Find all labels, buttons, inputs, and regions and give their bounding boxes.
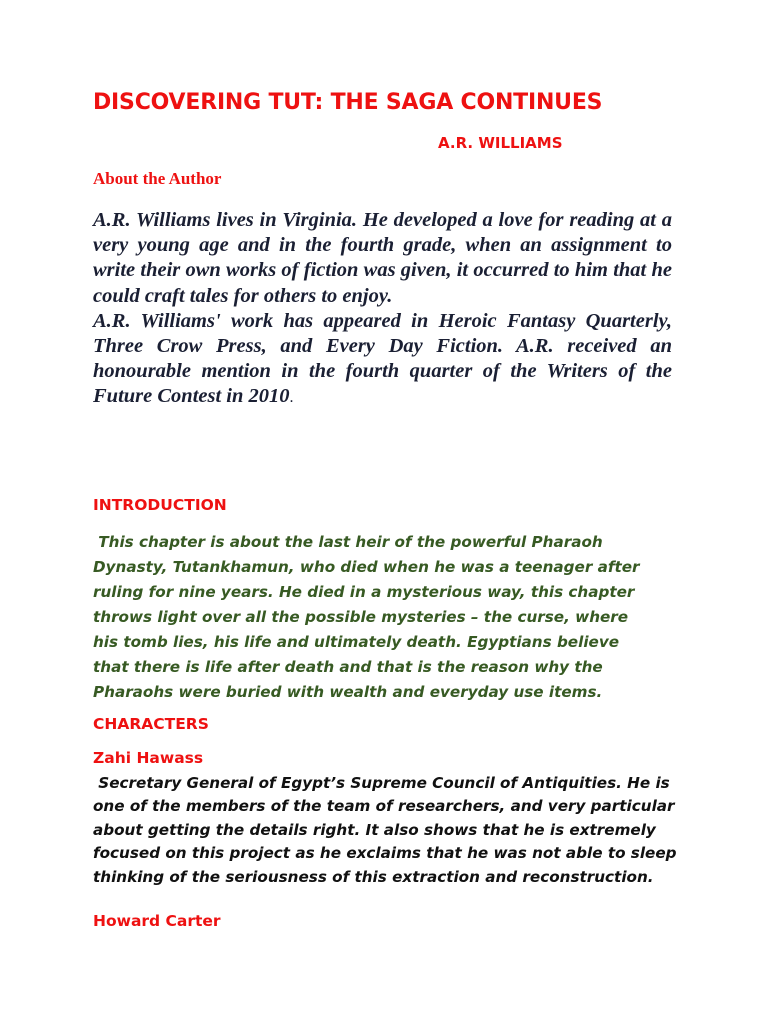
document-author: A.R. WILLIAMS — [438, 134, 563, 152]
about-paragraph-2-text: A.R. Williams' work has appeared in Heroic Fantasy Quarterly, Three Crow Press, and Every Day Fiction. A.R. received an honourable mention in the fourth quarter of the Writers of the Future Contest in 2010 — [93, 309, 672, 408]
about-paragraph-1: A.R. Williams lives in Virginia. He developed a love for reading at a very young age and in the fourth grade, when an assignment to write their own works of fiction was given, it occurred to him that he could craft tales for others to enjoy. — [93, 209, 672, 307]
document-title: DISCOVERING TUT: THE SAGA CONTINUES — [93, 90, 603, 115]
introduction-body — [93, 530, 653, 705]
character-name-howard-carter: Howard Carter — [93, 912, 221, 930]
about-author-body — [93, 208, 672, 411]
character-name-zahi-hawass: Zahi Hawass — [93, 749, 204, 767]
character-description-zahi-hawass — [93, 772, 683, 889]
introduction-heading: INTRODUCTION — [93, 496, 227, 514]
characters-heading: CHARACTERS — [93, 715, 209, 733]
introduction-text: This chapter is about the last heir of the powerful Pharaoh Dynasty, Tutankhamun, who died when he was a teenager after ruling for nine years. He died in a mysterious way, this chapter throws light over all the possible mysteries – the curse, where his tomb lies, his life and ultimately death. Egyptians believe that there is life after death and that is the reason why the Pharaohs were buried with wealth and everyday use items. — [93, 533, 640, 701]
about-paragraph-2 — [93, 309, 672, 411]
about-paragraph-2-end: . — [289, 389, 294, 407]
about-author-heading: About the Author — [93, 169, 222, 188]
character-description-text: Secretary General of Egypt’s Supreme Council of Antiquities. He is one of the members of the team of researchers, and very particular about getting the details right. It also shows that he is extremely focused on this project as he exclaims that he was not able to sleep thinking of the seriousness of this extraction and reconstruction. — [93, 774, 677, 886]
